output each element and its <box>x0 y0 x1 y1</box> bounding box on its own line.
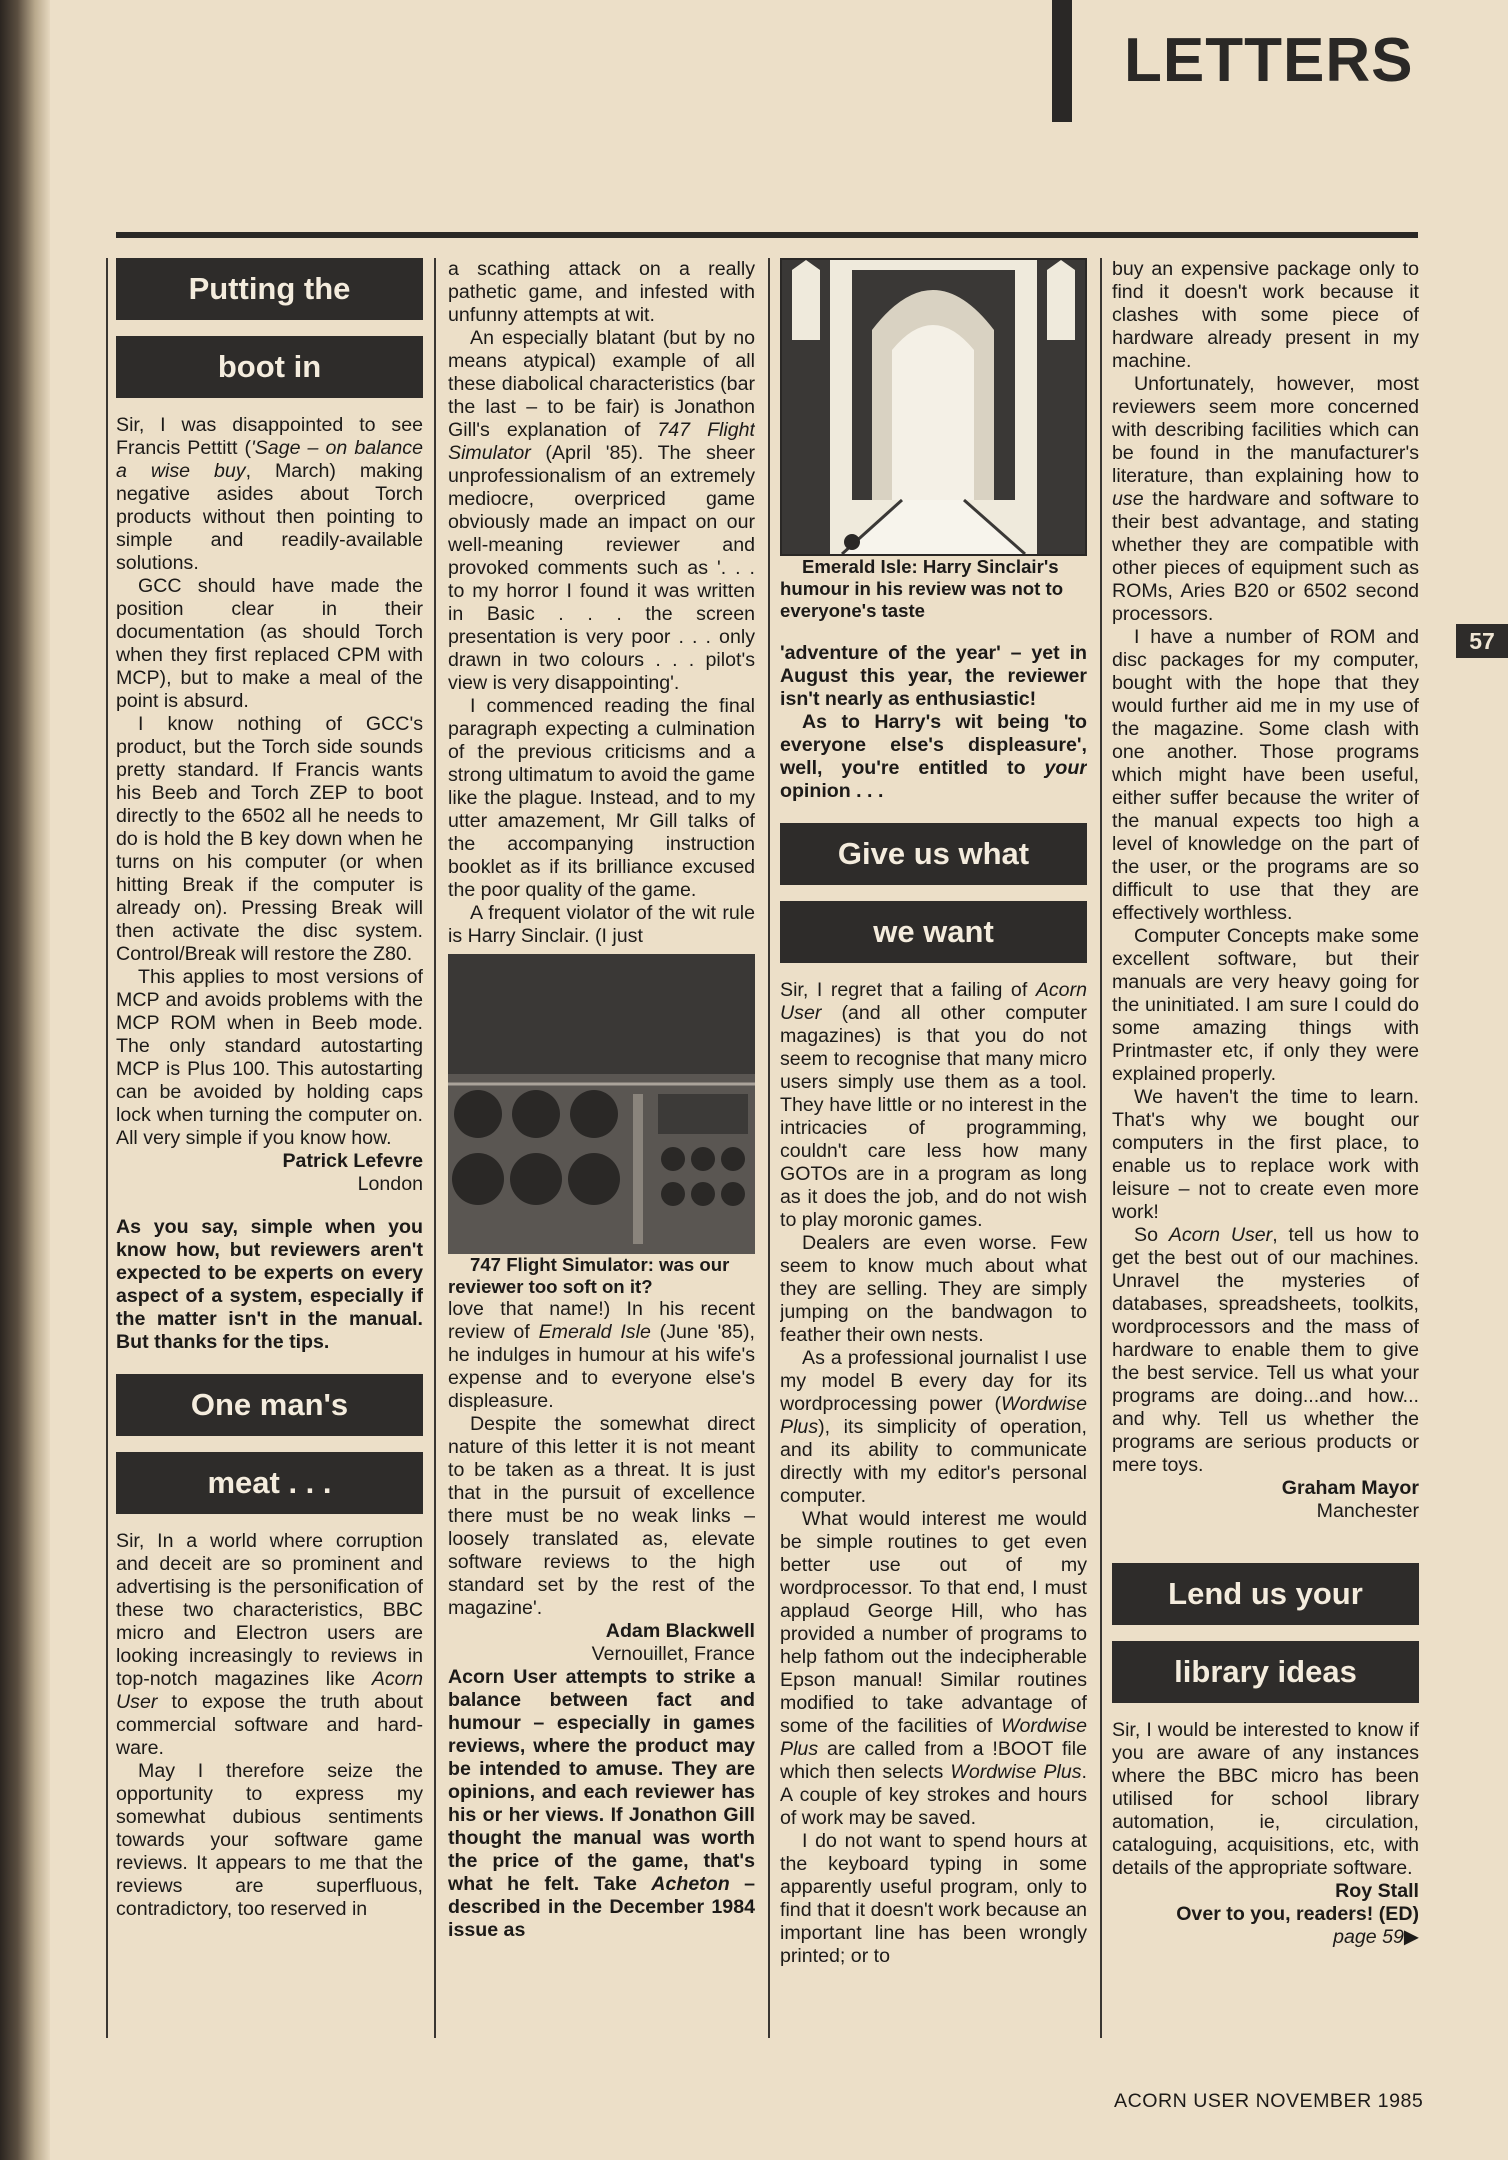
letter2-paragraph: May I therefore seize the opportunity to express my somewhat dubious sentiments towards your software game reviews. It appears to me that the reviews are superfluous, contradictory, too reserved in <box>116 1760 423 1920</box>
letter3-paragraph: Computer Concepts make some excellent software, but their manuals are very heavy going for the uninitiated. I am sure I could do some amazing things with Printmaster etc, if only they were explained properly. <box>1112 925 1419 1085</box>
letter2-paragraph: A frequent violator of the wit rule is Harry Sinclair. (I just <box>448 902 755 947</box>
letter3-paragraph: Sir, I regret that a failing of Acorn User (and all other computer magazines) is that you do not seem to recognise that many micro users simply use them as a tool. They have little or no interest in the intricacies of programming, couldn't care less how many GOTOs are in a program as long as it does the job, and do not wish to play moronic games. <box>780 979 1087 1231</box>
emerald-isle-screenshot <box>780 258 1087 556</box>
column-3 <box>780 258 1087 2040</box>
letter2-paragraph: love that name!) In his recent review of Emerald Isle (June '85), he indulges in humour at his wife's expense and to everyone else's displeasure. <box>448 1298 755 1412</box>
letter2-paragraph: Sir, In a world where corruption and deceit are so prominent and advertising is the personification of these two characteristics, BBC micro and Electron users are looking increasingly to reviews in top-notch magazines like Acorn User to expose the truth about commercial software and hard-ware. <box>116 1530 423 1759</box>
signature-place: London <box>357 1173 423 1195</box>
photo-caption: Emerald Isle: Harry Sinclair's humour in his review was not to everyone's taste <box>780 556 1064 621</box>
column-divider <box>106 258 108 2038</box>
heading-putting-the: Putting the <box>116 258 423 320</box>
letter1-paragraph: Sir, I was disappointed to see Francis Pettitt ('Sage – on balance a wise buy, March) making negative asides about Torch products without then pointing to simple and readily-available solutions. <box>116 414 423 574</box>
emerald-isle-graphic <box>782 260 1085 554</box>
column-1 <box>116 258 423 2040</box>
letter1-paragraph: This applies to most versions of MCP and avoids problems with the MCP ROM when in Beeb mode. The only standard autostarting MCP is Plus 100. This autostarting can be avoided by holding caps lock when turning the computer on. All very simple if you know how. <box>116 966 423 1149</box>
letter2-paragraph: Despite the somewhat direct nature of this letter it is not meant to be taken as a threat. It is just that in the pursuit of excellence there must be no weak links – loosely translated as, elevate software reviews to the high standard set by the rest of the magazine'. <box>448 1413 755 1619</box>
column-divider <box>1100 258 1102 2038</box>
signature-name: Roy Stall <box>1335 1880 1419 1902</box>
editor-reply: Over to you, readers! (ED) <box>1176 1903 1419 1925</box>
letter4-paragraph: Sir, I would be interested to know if you are aware of any instances where the BBC micro has been utilised for school library automation, ie, circulation, cataloguing, acquisitions, etc, with details of the appropriate software. <box>1112 1719 1419 1879</box>
heading-we-want: we want <box>780 901 1087 963</box>
letter3-paragraph: I have a number of ROM and disc packages for my computer, bought with the hope that they would further aid me in my use of the magazine. Some clash with one another. Those programs which might have been useful, either suffer because the writer of the manual expects too high a level of knowledge on the part of the user, or the programs are so difficult to use that they are effectively worthless. <box>1112 626 1419 924</box>
column-4 <box>1112 258 1419 2040</box>
letter3-paragraph: We haven't the time to learn. That's why we bought our computers in the first place, to enable us to replace work with leisure – not to create even more work! <box>1112 1086 1419 1223</box>
column-2 <box>448 258 755 2040</box>
heading-meat: meat . . . <box>116 1452 423 1514</box>
section-title: LETTERS <box>1124 26 1414 95</box>
header-block <box>1052 0 1072 122</box>
signature-name: Patrick Lefevre <box>282 1150 423 1172</box>
signature-name: Adam Blackwell <box>605 1620 755 1642</box>
cockpit-graphic <box>448 954 755 1254</box>
heading-give-us-what: Give us what <box>780 823 1087 885</box>
heading-one-mans: One man's <box>116 1374 423 1436</box>
letter2-paragraph: An especially blatant (but by no means atypical) example of all these diabolical characteristics (bar the last – to be fair) is Jonathon Gill's explanation of 747 Flight Simulator (April '85). The sheer unprofessionalism of an extremely mediocre, overpriced game obviously made an impact on our well-meaning reviewer and provoked comments such as '. . . to my horror I found it was written in Basic . . . the screen presentation is very poor . . . only drawn in two colours . . . pilot's view is very disappointing'. <box>448 327 755 694</box>
heading-lend-us-your: Lend us your <box>1112 1563 1419 1625</box>
continued-link[interactable]: page 59▶ <box>1333 1926 1419 1948</box>
letter1-paragraph: GCC should have made the position clear in their documentation (as should Torch when they first replaced CPM with MCP), but to make a meal of the point is absurd. <box>116 575 423 712</box>
heading-library-ideas: library ideas <box>1112 1641 1419 1703</box>
letter3-paragraph: buy an expensive package only to find it doesn't work because it clashes with some piece of hardware already present in my machine. <box>1112 258 1419 372</box>
signature-place: Vernouillet, France <box>591 1643 755 1665</box>
letter3-paragraph: Dealers are even worse. Few seem to know much about what they are selling. They are simply jumping on the bandwagon to feather their own nests. <box>780 1232 1087 1346</box>
column-divider <box>434 258 436 2038</box>
page-number-tab: 57 <box>1456 624 1508 658</box>
editor-reply: Acorn User attempts to strike a balance between fact and humour – especially in games reviews, where the product may be intended to amuse. They are opinions, and each reviewer has his or her views. If Jonathon Gill thought the manual was worth the price of the game, that's what he felt. Take Acheton – described in the December 1984 issue as <box>448 1666 755 1941</box>
letter3-paragraph: Unfortunately, however, most reviewers seem more concerned with describing facilities which can be found in the manufacturer's literature, than explaining how to use the hardware and software to their best advantage, and stating whether they are compatible with other pieces of equipment such as ROMs, Aries B20 or 6502 second processors. <box>1112 373 1419 625</box>
letter2-paragraph: a scathing attack on a really pathetic game, and infested with unfunny attempts at wit. <box>448 258 755 326</box>
heading-boot-in: boot in <box>116 336 423 398</box>
letter1-paragraph: I know nothing of GCC's product, but the Torch side sounds pretty standard. If Francis wants his Beeb and Torch ZEP to boot directly to the 6502 all he needs to do is hold the B key down when he turns on his computer (or when hitting Break if the computer is already on). Pressing Break will then activate the disc system. Control/Break will restore the Z80. <box>116 713 423 965</box>
play-arrow-icon: ▶ <box>1403 1926 1419 1948</box>
page-spine-shadow <box>0 0 50 2160</box>
photo-caption: 747 Flight Simulator: was our reviewer too soft on it? <box>448 1254 730 1297</box>
letter3-paragraph: As a professional journalist I use my model B every day for its wordprocessing power (Wordwise Plus), its simplicity of operation, and its ability to communicate directly with my editor's personal computer. <box>780 1347 1087 1507</box>
letter3-paragraph: So Acorn User, tell us how to get the best out of our machines. Unravel the mysteries of databases, spreadsheets, toolkits, wordprocessors and the mass of hardware to enable them to give the best service. Tell us what your programs are doing...and how... and why. Tell us whether the programs are serious products or mere toys. <box>1112 1224 1419 1476</box>
signature-name: Graham Mayor <box>1281 1477 1419 1499</box>
letter3-paragraph: I do not want to spend hours at the keyboard typing in some apparently useful program, only to find that it doesn't work because an important line has been wrongly printed; or to <box>780 1830 1087 1967</box>
editor-reply: As you say, simple when you know how, but reviewers aren't expected to be experts on every aspect of a system, especially if the matter isn't in the manual. But thanks for the tips. <box>116 1216 423 1353</box>
header-rule <box>116 232 1418 238</box>
letter2-paragraph: I commenced reading the final paragraph expecting a culmination of the previous criticisms and a strong ultimatum to avoid the game like the plague. Instead, and to my utter amazement, Mr Gill talks of the accompanying instruction booklet as if its brilliance excused the poor quality of the game. <box>448 695 755 901</box>
signature-place: Manchester <box>1316 1500 1419 1522</box>
footer-issue: ACORN USER NOVEMBER 1985 <box>1114 2090 1424 2112</box>
flight-simulator-screenshot <box>448 954 755 1254</box>
editor-reply: 'adventure of the year' – yet in August this year, the reviewer isn't nearly as enthusiastic! <box>780 642 1087 710</box>
column-divider <box>768 258 770 2038</box>
editor-reply: As to Harry's wit being 'to everyone else's displeasure', well, you're entitled to your opinion . . . <box>780 711 1087 802</box>
letter3-paragraph: What would interest me would be simple routines to get even better use out of my wordprocessor. To that end, I must applaud George Hill, who has provided a number of programs to help fathom out the indecipherable Epson manual! Similar routines modified to take advantage of some of the facilities of Wordwise Plus are called from a !BOOT file which then selects Wordwise Plus. A couple of key strokes and hours of work may be saved. <box>780 1508 1087 1829</box>
